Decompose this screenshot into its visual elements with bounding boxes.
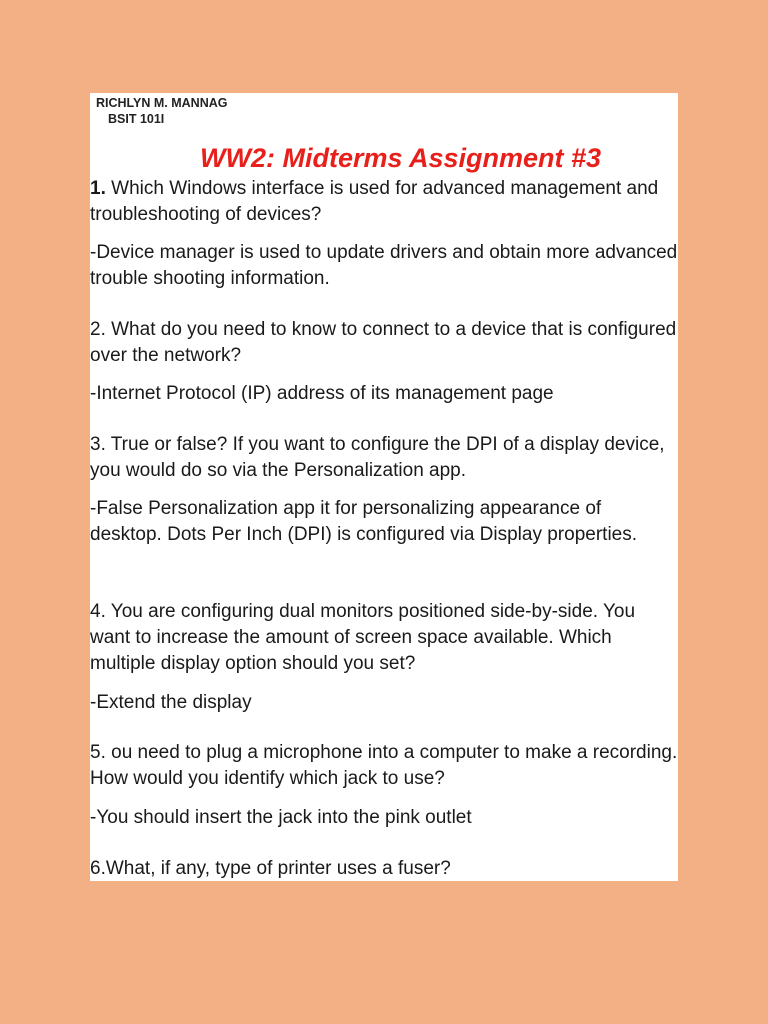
document-title: WW2: Midterms Assignment #3 <box>200 143 602 173</box>
question-3: 3. True or false? If you want to configure the DPI of a display device, you would do so via the Personalization app. <box>90 434 665 481</box>
answer-2: -Internet Protocol (IP) address of its management page <box>90 383 554 404</box>
author-name: RICHLYN M. MANNAG <box>96 96 228 110</box>
answer-5: -You should insert the jack into the pink outlet <box>90 807 472 828</box>
document-page <box>90 93 678 881</box>
question-1-text: Which Windows interface is used for advanced management and troubleshooting of devices? <box>90 178 659 225</box>
question-2: 2. What do you need to know to connect to a device that is configured over the network? <box>90 319 677 366</box>
answer-4: -Extend the display <box>90 692 252 713</box>
question-1-number: 1. <box>90 178 106 199</box>
question-4: 4. You are configuring dual monitors positioned side-by-side. You want to increase the amount of screen space available. Which multiple display option should you set? <box>90 601 636 674</box>
answer-1: -Device manager is used to update drivers and obtain more advanced trouble shooting information. <box>90 242 678 289</box>
question-5: 5. ou need to plug a microphone into a computer to make a recording. How would you identify which jack to use? <box>90 742 678 789</box>
question-1 <box>90 176 678 228</box>
author-course: BSIT 101I <box>108 112 165 126</box>
question-6: 6.What, if any, type of printer uses a fuser? <box>90 858 451 879</box>
answer-3: -False Personalization app it for personalizing appearance of desktop. Dots Per Inch (DPI) is configured via Display properties. <box>90 498 638 545</box>
author-block <box>96 95 227 127</box>
